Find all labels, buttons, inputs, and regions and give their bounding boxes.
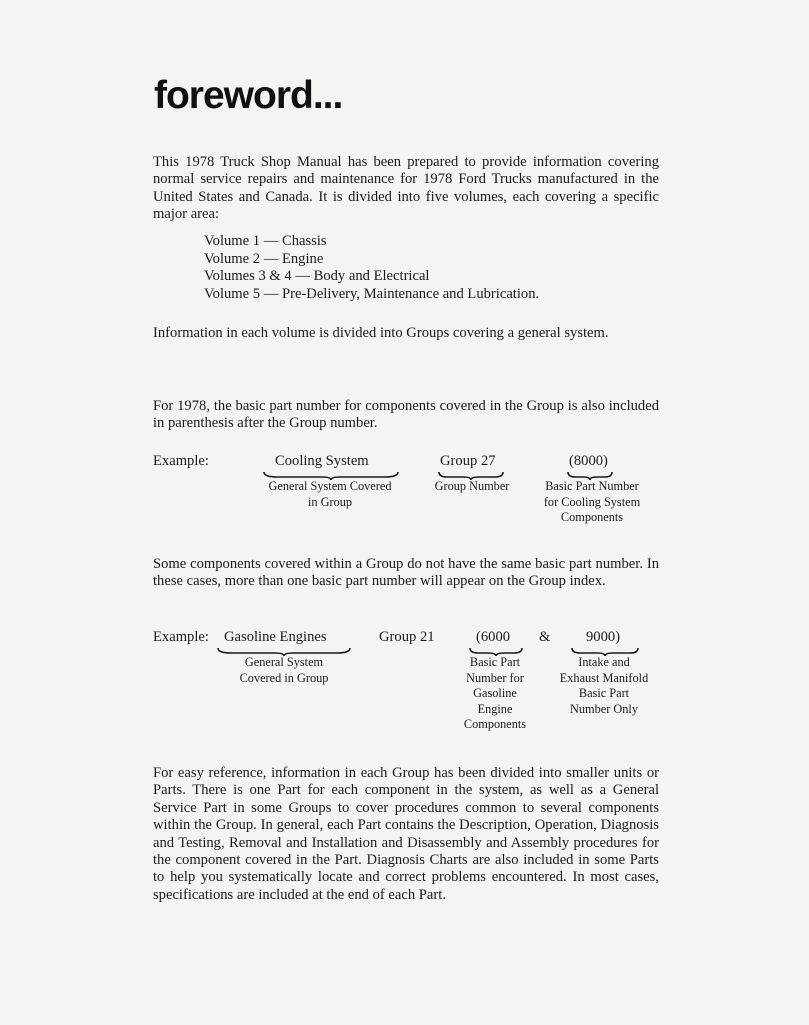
example-2-part-2-desc: Intake and Exhaust Manifold Basic Part Number Only — [559, 655, 649, 716]
example-2-system-desc: General System Covered in Group — [239, 655, 329, 685]
closing-paragraph: For easy reference, information in each Group has been divided into smaller units or Parts. There is one Part for each component in the system, as well as a General Service Part in some Groups to cover procedures common to several components within the Group. In general, each Part contains the Description, Operation, Diagnosis and Testing, Removal and Installation and Disassembly and Assembly procedures for the component covered in the Part. Diagnosis Charts are also included in some Parts to help you systematically locate and correct problems encountered. In most cases, specifications are included at the end of each Part. — [153, 765, 659, 903]
volume-item-3: Volumes 3 & 4 — Body and Electrical — [204, 268, 430, 284]
example-1-system-desc: General System Covered in Group — [268, 479, 392, 509]
example-2-part-1: (6000 — [476, 629, 511, 645]
example-1-part: (8000) — [569, 453, 608, 469]
example-2-part-1-desc: Basic Part Number for Gasoline Engine Components — [463, 655, 527, 732]
groups-paragraph: Information in each volume is divided into Groups covering a general system. — [153, 325, 609, 341]
page-title: foreword... — [154, 74, 343, 117]
example-1-system: Cooling System — [275, 453, 369, 469]
volume-item-2: Volume 2 — Engine — [204, 251, 324, 267]
intro-paragraph: This 1978 Truck Shop Manual has been prepared to provide information covering normal service repairs and maintenance for 1978 Ford Trucks manufactured in the United States and Canada. It is divided into five volumes, each covering a specific major area: — [153, 154, 659, 223]
example-1-label: Example: — [153, 453, 209, 469]
example-2-part-2: 9000) — [586, 629, 621, 645]
example-2-group: Group 21 — [379, 629, 435, 645]
volume-item-4: Volume 5 — Pre-Delivery, Maintenance and Lubrication. — [204, 286, 540, 302]
example-1-part-desc: Basic Part Number for Cooling System Components — [543, 479, 641, 525]
multiple-parts-paragraph: Some components covered within a Group do not have the same basic part number. In these cases, more than one basic part number will appear on the Group index. — [153, 556, 659, 590]
example-1-group: Group 27 — [440, 453, 496, 469]
example-2-ampersand: & — [539, 629, 551, 645]
example-2-label: Example: — [153, 629, 209, 645]
example-2-system: Gasoline Engines — [224, 629, 327, 645]
example-1-group-desc: Group Number — [434, 479, 510, 493]
part-number-paragraph: For 1978, the basic part number for components covered in the Group is also included in parenthesis after the Group number. — [153, 398, 659, 432]
volume-item-1: Volume 1 — Chassis — [204, 233, 327, 249]
